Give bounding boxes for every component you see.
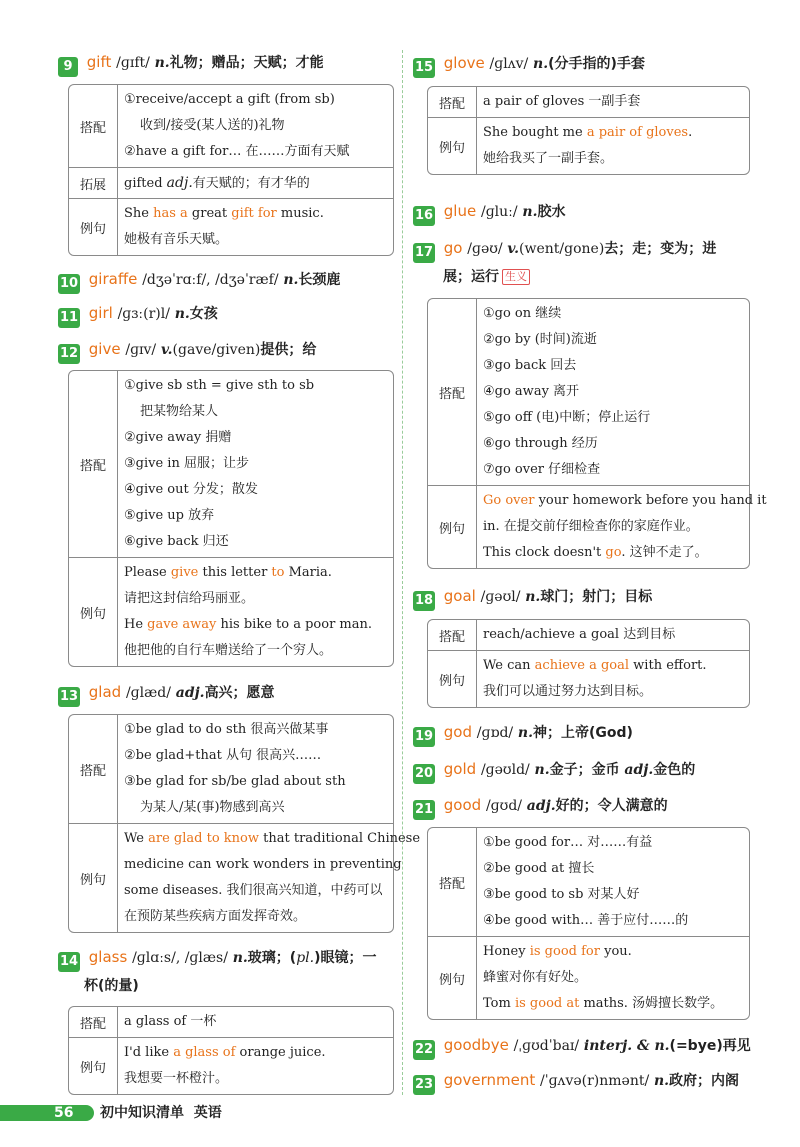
text: great <box>187 206 232 221</box>
part-of-speech: n. <box>232 950 248 966</box>
row-label: 例句 <box>428 118 477 174</box>
entry-number: 9 <box>58 57 78 77</box>
phonetic: /ɡəʊld/ <box>480 762 530 778</box>
book-title <box>100 1103 222 1123</box>
phonetic: /ɡɜː(r)l/ <box>117 306 170 322</box>
entry-glass-continued <box>84 971 394 1000</box>
part-of-speech: interj. & n. <box>583 1038 670 1054</box>
collocation-line: ①be good for… 对……有益 <box>483 835 653 850</box>
part-of-speech: adj. <box>624 762 654 778</box>
entry-number: 23 <box>413 1075 435 1095</box>
row-label: 搭配 <box>69 371 118 557</box>
verb-forms: (gave/given) <box>172 342 261 358</box>
headword: glass <box>88 948 128 966</box>
definition: )眼镜；一 <box>314 950 377 966</box>
part-of-speech: n. <box>653 1073 670 1089</box>
collocation-line: ②go by (时间)流逝 <box>483 332 597 347</box>
highlight: a glass of <box>173 1045 236 1060</box>
extension-row <box>69 167 393 198</box>
definition: 金子；金币 <box>549 762 620 778</box>
table-gift <box>68 84 394 256</box>
entry-number: 15 <box>413 58 435 78</box>
headword: goodbye <box>443 1036 509 1054</box>
entry-number: 21 <box>413 800 435 820</box>
book-name: 初中知识清单 <box>100 1105 184 1121</box>
text: Please <box>124 565 171 580</box>
definition: 长颈鹿 <box>298 272 341 288</box>
headword: girl <box>88 304 113 322</box>
row-label: 搭配 <box>69 715 118 823</box>
text: maths. 汤姆擅长数学。 <box>579 996 724 1011</box>
definition: 去；走；变为；进 <box>604 241 717 257</box>
collocation-row <box>69 1007 393 1037</box>
table-give <box>68 370 394 667</box>
example-row <box>69 198 393 255</box>
text: you. <box>599 944 632 959</box>
row-label: 例句 <box>428 937 477 1019</box>
collocation-line: a glass of 一杯 <box>124 1014 217 1029</box>
text: She <box>124 206 154 221</box>
phonetic: /ˈɡʌvə(r)nmənt/ <box>540 1073 650 1089</box>
part-of-speech: n. <box>534 762 550 778</box>
example-sentence <box>124 612 387 638</box>
part-of-speech: v. <box>507 241 520 257</box>
example-sentence <box>483 120 743 146</box>
headword: glue <box>443 202 477 220</box>
text: his bike to a poor man. <box>216 617 373 632</box>
table-good <box>427 827 750 1020</box>
text: orange juice. <box>235 1045 326 1060</box>
table-glad <box>68 714 421 933</box>
table-glove <box>427 86 750 175</box>
headword: god <box>443 723 473 741</box>
entry-number: 10 <box>58 274 80 294</box>
example-sentence <box>124 560 387 586</box>
part-of-speech: v. <box>160 342 173 358</box>
entry-go-continued <box>443 262 753 291</box>
example-row <box>428 117 749 174</box>
row-label: 例句 <box>428 651 477 707</box>
table-go <box>427 298 767 569</box>
column-divider <box>402 50 403 1095</box>
collocation-line: reach/achieve a goal 达到目标 <box>483 627 676 642</box>
entry-number: 17 <box>413 243 435 263</box>
highlight: are glad to know <box>148 831 260 846</box>
definition: (=bye)再见 <box>669 1038 751 1054</box>
row-label: 搭配 <box>428 828 477 936</box>
example-sentence: in. 在提交前仔细检查你的家庭作业。 <box>483 519 699 534</box>
example-row <box>428 485 767 568</box>
entry-goodbye <box>413 1031 753 1060</box>
example-row <box>428 650 749 707</box>
collocation-row <box>69 715 393 823</box>
definition: 好的；令人满意的 <box>555 798 668 814</box>
example-translation: 蜂蜜对你有好处。 <box>483 970 588 985</box>
plural-label: pl. <box>296 950 315 966</box>
collocation-line: ①go on 继续 <box>483 306 562 321</box>
collocation-row <box>428 299 749 485</box>
entry-goal <box>413 582 753 611</box>
table-glass <box>68 1006 394 1095</box>
text: that traditional Chinese <box>259 831 421 846</box>
example-sentence: medicine can work wonders in preventing <box>124 857 402 872</box>
text: Honey <box>483 944 530 959</box>
entry-number: 14 <box>58 952 80 972</box>
part-of-speech: n. <box>283 272 299 288</box>
phonetic: /dʒəˈrɑːf/, /dʒəˈræf/ <box>142 272 279 288</box>
headword: glove <box>443 54 485 72</box>
collocation-row <box>428 87 749 117</box>
collocation-line: ④give out 分发；散发 <box>124 482 258 497</box>
entry-go <box>413 234 753 263</box>
phonetic: /ɡɒd/ <box>476 725 514 741</box>
phonetic: /ɡɪv/ <box>125 342 157 358</box>
collocation-line: 把某物给某人 <box>140 404 219 419</box>
row-label: 搭配 <box>428 620 477 650</box>
definition: 高兴；愿意 <box>204 685 275 701</box>
phonetic: /ˌɡʊdˈbaɪ/ <box>513 1038 580 1054</box>
text: Maria. <box>284 565 332 580</box>
headword: good <box>443 796 482 814</box>
collocation-line: ⑥go through 经历 <box>483 436 598 451</box>
text: your homework before you hand it <box>534 493 767 508</box>
highlight: is good at <box>514 996 580 1011</box>
highlight: is good for <box>529 944 600 959</box>
entry-gold <box>413 755 753 784</box>
collocation-line: ④go away 离开 <box>483 384 580 399</box>
collocation-line: ②be good at 擅长 <box>483 861 595 876</box>
example-sentence <box>483 653 743 679</box>
part-of-speech: n. <box>522 204 538 220</box>
example-sentence <box>124 826 420 852</box>
phonetic: /ɡʊd/ <box>485 798 523 814</box>
text: We can <box>483 658 535 673</box>
part-of-speech: n. <box>517 725 533 741</box>
phonetic: /ɡlæd/ <box>125 685 171 701</box>
row-label: 例句 <box>69 1038 118 1094</box>
phonetic: /ɡlɑːs/, /ɡlæs/ <box>132 950 228 966</box>
row-label: 例句 <box>428 486 477 568</box>
entry-number: 12 <box>58 344 80 364</box>
collocation-line: ③give in 屈服；让步 <box>124 456 249 471</box>
example-row <box>69 557 393 666</box>
collocation-row <box>69 371 393 557</box>
example-translation: 我们可以通过努力达到目标。 <box>483 684 653 699</box>
collocation-row <box>428 828 749 936</box>
example-sentence <box>483 540 767 566</box>
subject-name: 英语 <box>193 1105 222 1121</box>
entry-number: 11 <box>58 308 80 328</box>
row-label: 搭配 <box>69 1007 118 1037</box>
entry-gift <box>58 48 394 77</box>
text: This clock doesn't <box>483 545 606 560</box>
row-label: 例句 <box>69 824 118 932</box>
ext-pos: adj. <box>166 175 193 191</box>
text: this letter <box>198 565 272 580</box>
phonetic: /ɡɪft/ <box>116 55 150 71</box>
row-label: 例句 <box>69 199 118 255</box>
definition: 礼物；赠品；天赋；才能 <box>169 55 324 71</box>
part-of-speech: n. <box>525 589 541 605</box>
ext-word: gifted <box>124 176 163 191</box>
collocation-line: ①be glad to do sth 很高兴做某事 <box>124 722 329 737</box>
definition: 杯(的量) <box>84 978 139 994</box>
collocation-line: ⑦go over 仔细检查 <box>483 462 601 477</box>
entry-giraffe <box>58 265 394 294</box>
phonetic: /ɡluː/ <box>481 204 518 220</box>
example-sentence <box>124 1040 387 1066</box>
definition: 提供；给 <box>260 342 317 358</box>
collocation-line: ⑤give up 放弃 <box>124 508 215 523</box>
collocation-line: ③go back 回去 <box>483 358 577 373</box>
phonetic: /ɡəʊ/ <box>467 241 503 257</box>
collocation-line: 为某人/某(事)物感到高兴 <box>140 800 285 815</box>
text: . <box>688 125 693 140</box>
example-translation: 在预防某些疾病方面发挥奇效。 <box>124 909 307 924</box>
text: music. <box>276 206 324 221</box>
entry-number: 18 <box>413 591 435 611</box>
verb-forms: (went/gone) <box>519 241 605 257</box>
definition: 女孩 <box>189 306 218 322</box>
headword: gift <box>86 53 112 71</box>
example-translation: 他把他的自行车赠送给了一个穷人。 <box>124 643 333 658</box>
ext-def: 有天赋的；有才华的 <box>192 176 310 191</box>
part-of-speech: n. <box>154 55 170 71</box>
highlight: go <box>605 545 622 560</box>
collocation-line: ①receive/accept a gift (from sb) <box>124 92 335 107</box>
part-of-speech: n. <box>533 56 549 72</box>
row-label: 拓展 <box>69 168 118 198</box>
headword: glad <box>88 683 122 701</box>
collocation-line: ③be glad for sb/be glad about sth <box>124 774 346 789</box>
highlight: give <box>170 565 199 580</box>
collocation-line: ③be good to sb 对某人好 <box>483 887 640 902</box>
collocation-line: ①give sb sth = give sth to sb <box>124 378 315 393</box>
example-translation: 我想要一杯橙汁。 <box>124 1071 229 1086</box>
definition: 球门；射门；目标 <box>540 589 653 605</box>
table-goal <box>427 619 750 708</box>
collocation-row <box>69 85 393 167</box>
extended-meaning-tag: 生义 <box>502 269 530 285</box>
entry-government <box>413 1066 753 1095</box>
highlight: gift for <box>231 206 277 221</box>
definition: 玻璃；( <box>247 950 297 966</box>
definition: 政府；内阁 <box>669 1073 740 1089</box>
definition: 展；运行 <box>443 269 499 285</box>
entry-number: 16 <box>413 206 435 226</box>
example-sentence <box>483 939 743 965</box>
collocation-line: ④be good with… 善于应付……的 <box>483 913 689 928</box>
entry-good <box>413 791 753 820</box>
example-row <box>69 823 421 932</box>
row-label: 例句 <box>69 558 118 666</box>
entry-number: 13 <box>58 687 80 707</box>
highlight: Go over <box>483 493 535 508</box>
collocation-line: 收到/接受(某人送的)礼物 <box>140 118 285 133</box>
example-row <box>69 1037 393 1094</box>
entry-glad <box>58 678 394 707</box>
example-sentence <box>124 201 387 227</box>
headword: government <box>443 1071 536 1089</box>
entry-number: 20 <box>413 764 435 784</box>
example-sentence <box>483 991 743 1017</box>
entry-girl <box>58 299 394 328</box>
page-number: 56 <box>54 1105 74 1121</box>
text: I'd like <box>124 1045 174 1060</box>
text: . 这钟不走了。 <box>621 545 708 560</box>
collocation-line: ②give away 捐赠 <box>124 430 232 445</box>
row-label: 搭配 <box>428 299 477 485</box>
extension-line <box>124 170 387 196</box>
example-sentence: some diseases. 我们很高兴知道，中药可以 <box>124 883 383 898</box>
collocation-line: ⑤go off (电)中断；停止运行 <box>483 410 651 425</box>
phonetic: /ɡəʊl/ <box>480 589 521 605</box>
phonetic: /ɡlʌv/ <box>489 56 529 72</box>
part-of-speech: n. <box>174 306 190 322</box>
headword: goal <box>443 587 476 605</box>
headword: go <box>443 239 463 257</box>
text: She bought me <box>483 125 587 140</box>
headword: give <box>88 340 121 358</box>
definition: 神；上帝(God) <box>532 725 633 741</box>
entry-glove <box>413 49 753 78</box>
text: He <box>124 617 148 632</box>
entry-god <box>413 718 753 747</box>
entry-glass <box>58 943 394 972</box>
headword: gold <box>443 760 477 778</box>
entry-glue <box>413 197 753 226</box>
entry-number: 19 <box>413 727 435 747</box>
part-of-speech: adj. <box>526 798 556 814</box>
collocation-line: ⑥give back 归还 <box>124 534 229 549</box>
collocation-line: ②be glad+that 从句 很高兴…… <box>124 748 322 763</box>
highlight: achieve a goal <box>534 658 630 673</box>
part-of-speech: adj. <box>175 685 205 701</box>
definition: 金色的 <box>653 762 696 778</box>
highlight: has a <box>153 206 188 221</box>
text: Tom <box>483 996 515 1011</box>
example-row <box>428 936 749 1019</box>
entry-number: 22 <box>413 1040 435 1060</box>
page-footer <box>0 1102 800 1122</box>
collocation-row <box>428 620 749 650</box>
collocation-line: a pair of gloves 一副手套 <box>483 94 641 109</box>
collocation-line: ②have a gift for… 在……方面有天赋 <box>124 144 350 159</box>
highlight: to <box>271 565 285 580</box>
highlight: a pair of gloves <box>586 125 689 140</box>
definition: 胶水 <box>537 204 566 220</box>
example-sentence <box>483 488 767 514</box>
text: We <box>124 831 149 846</box>
headword: giraffe <box>88 270 138 288</box>
text: with effort. <box>629 658 707 673</box>
highlight: gave away <box>147 617 217 632</box>
example-translation: 她给我买了一副手套。 <box>483 151 614 166</box>
example-translation: 她极有音乐天赋。 <box>124 232 229 247</box>
example-translation: 请把这封信给玛丽亚。 <box>124 591 255 606</box>
definition: (分手指的)手套 <box>548 56 645 72</box>
entry-give <box>58 335 394 364</box>
row-label: 搭配 <box>69 85 118 167</box>
row-label: 搭配 <box>428 87 477 117</box>
